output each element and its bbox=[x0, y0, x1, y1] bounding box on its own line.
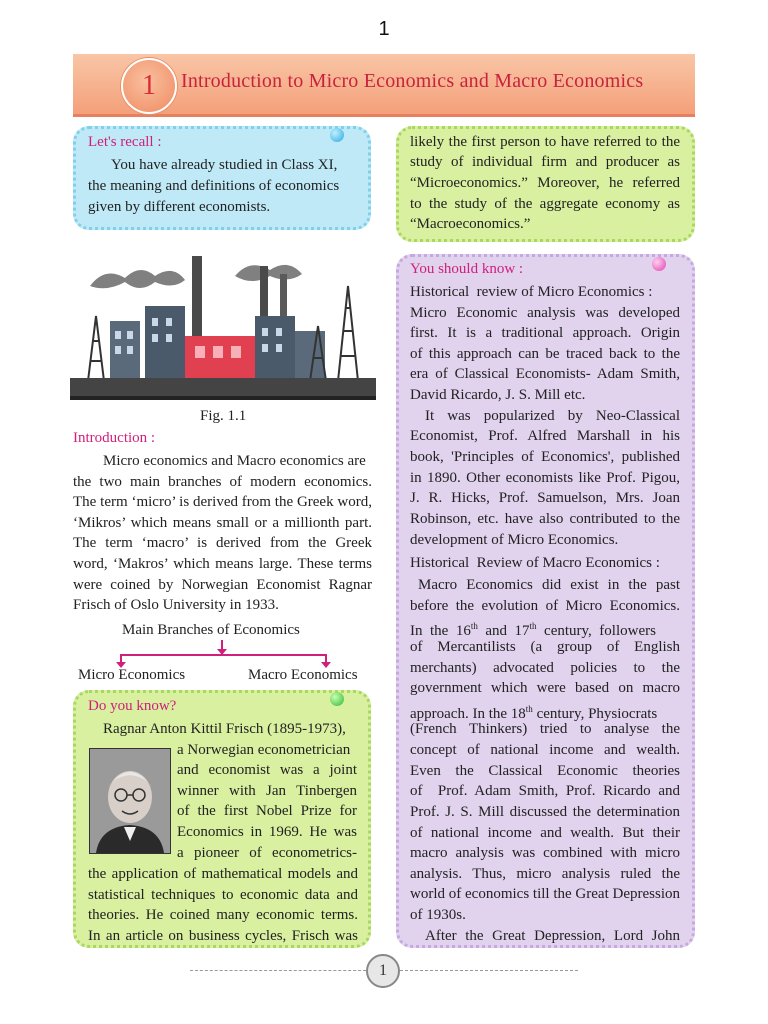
frisch-full-line-1: the application of mathematical models and bbox=[88, 866, 358, 882]
intro-line-1: Micro economics and Macro economics are bbox=[103, 453, 366, 469]
intro-line-8: Frisch of Oslo University in 1933. bbox=[73, 597, 279, 613]
micro-line-8: book, 'Principles of Economics', published bbox=[410, 449, 680, 465]
micro-line-4: era of Classical Economists- Adam Smith, bbox=[410, 366, 680, 382]
frisch-full-line-2: statistical techniques to economic data and bbox=[88, 887, 358, 903]
footer-line-right bbox=[400, 970, 578, 971]
intro-line-4: ‘Mikros’ which means small or a millionth part. bbox=[73, 515, 372, 531]
intro-line-5: The term ‘macro’ is derived from the Greek bbox=[73, 535, 372, 551]
top-page-number: 1 bbox=[378, 18, 390, 40]
micro-line-7: Economist, Prof. Alfred Marshall in his bbox=[410, 428, 680, 444]
macro-line-12: Prof. J. S. Mill discussed the determination bbox=[410, 804, 680, 820]
frisch-portrait bbox=[89, 748, 171, 854]
intro-line-7: were coined by Norwegian Economist Ragnar bbox=[73, 577, 372, 593]
branch-macro-label: Macro Economics bbox=[248, 667, 358, 683]
footer-line-left bbox=[190, 970, 366, 971]
micro-line-6: It was popularized by Neo-Classical bbox=[425, 408, 680, 424]
should-know-bullet-icon bbox=[652, 257, 666, 271]
frisch-side-line-3: winner with Jan Tinbergen bbox=[177, 783, 357, 799]
macro-line-7-b: century, Physiocrats bbox=[532, 706, 658, 722]
frisch-side-line-6: a pioneer of econometrics- bbox=[177, 845, 357, 861]
micro-line-1: Micro Economic analysis was developed bbox=[410, 305, 680, 321]
macro-line-4: of Mercantilists (a group of English bbox=[410, 639, 680, 655]
macro-line-3-c: century, followers bbox=[536, 623, 656, 639]
continued-line-1: likely the first person to have referred to the bbox=[410, 134, 680, 150]
continued-line-2: study of individual firm and producer as bbox=[410, 154, 680, 170]
micro-line-3: of this approach can be traced back to the bbox=[410, 346, 680, 362]
micro-line-5: David Ricardo, J. S. Mill etc. bbox=[410, 387, 586, 403]
branches-title: Main Branches of Economics bbox=[122, 622, 300, 638]
recall-line-2: the meaning and definitions of economics bbox=[88, 178, 340, 194]
frisch-side-line-1: a Norwegian econometrician bbox=[177, 742, 351, 758]
chapter-title: Introduction to Micro Economics and Macro Economics bbox=[181, 70, 644, 92]
macro-line-14: macro analysis was combined with micro bbox=[410, 845, 680, 861]
do-you-know-bullet-icon bbox=[330, 692, 344, 706]
micro-line-12: development of Micro Economics. bbox=[410, 532, 619, 548]
macro-line-5: merchants) advocated policies to the bbox=[410, 660, 680, 676]
frisch-full-line-3: theories. He coined many economic terms. bbox=[88, 907, 358, 923]
recall-bullet-icon bbox=[330, 128, 344, 142]
branch-horizontal-line bbox=[120, 654, 327, 656]
frisch-side-line-4: of the first Nobel Prize for bbox=[177, 803, 357, 819]
frisch-side-line-5: Economics in 1969. He was bbox=[177, 824, 357, 840]
micro-line-11: Robinson, etc. have also contributed to the bbox=[410, 511, 680, 527]
macro-line-2: before the evolution of Micro Economics. bbox=[410, 598, 680, 614]
superscript-17th: th bbox=[529, 621, 537, 631]
macro-line-17: of 1930s. bbox=[410, 907, 466, 923]
chapter-number-badge: 1 bbox=[121, 58, 177, 114]
bottom-page-number: 1 bbox=[366, 954, 400, 988]
continued-line-4: to the study of the aggregate economy as bbox=[410, 196, 680, 212]
branch-micro-label: Micro Economics bbox=[78, 667, 186, 683]
factory-illustration bbox=[70, 246, 376, 406]
introduction-heading: Introduction : bbox=[73, 430, 156, 446]
micro-line-9: in 1890. Other economists like Prof. Pigou, bbox=[410, 470, 680, 486]
intro-line-6: word, ‘Makros’ which means large. These terms bbox=[73, 556, 372, 572]
micro-line-10: J. R. Hicks, Prof. Samuelson, Mrs. Joan bbox=[410, 490, 680, 506]
continued-line-5: “Macroeconomics.” bbox=[410, 216, 531, 232]
macro-line-3-a: In the 16 bbox=[410, 623, 471, 639]
superscript-16th: th bbox=[470, 621, 478, 631]
intro-line-2: the two main branches of modern economics. bbox=[73, 474, 372, 490]
micro-line-2: first. It is a traditional approach. Origin bbox=[410, 325, 680, 341]
intro-line-3: The term ‘micro’ is derived from the Greek word, bbox=[73, 494, 372, 510]
macro-line-3-b: and 17 bbox=[477, 623, 530, 639]
macro-line-18: After the Great Depression, Lord John bbox=[425, 928, 680, 944]
macro-line-15: analysis. Thus, micro analysis ruled the bbox=[410, 866, 680, 882]
frisch-line-0: Ragnar Anton Kittil Frisch (1895-1973), bbox=[103, 721, 346, 737]
superscript-18th: th bbox=[525, 704, 533, 714]
macro-line-8: (French Thinkers) tried to analyse the bbox=[410, 721, 680, 737]
macro-line-13: of national income and wealth. But their bbox=[410, 825, 680, 841]
micro-review-heading: Historical review of Micro Economics : bbox=[410, 284, 653, 300]
macro-line-1: Macro Economics did exist in the past bbox=[418, 577, 680, 593]
macro-line-16: world of economics till the Great Depression bbox=[410, 886, 680, 902]
macro-line-7-a: approach. In the 18 bbox=[410, 706, 526, 722]
continued-line-3: “Microeconomics.” Moreover, he referred bbox=[410, 175, 680, 191]
macro-line-11: of Prof. Adam Smith, Prof. Ricardo and bbox=[410, 783, 680, 799]
figure-caption: Fig. 1.1 bbox=[200, 408, 247, 424]
recall-heading: Let's recall : bbox=[88, 134, 162, 150]
macro-line-9: concept of national income and wealth. bbox=[410, 742, 680, 758]
macro-line-6: government which were based on macro bbox=[410, 680, 680, 696]
recall-line-1: You have already studied in Class XI, bbox=[111, 157, 338, 173]
frisch-full-line-4: In an article on business cycles, Frisch was bbox=[88, 928, 358, 944]
do-you-know-heading: Do you know? bbox=[88, 698, 177, 714]
macro-line-10: Even the Classical Economic theories bbox=[410, 763, 680, 779]
recall-line-3: given by different economists. bbox=[88, 199, 271, 215]
should-know-heading: You should know : bbox=[410, 261, 524, 277]
frisch-side-line-2: and economist was a joint bbox=[177, 762, 357, 778]
macro-review-heading: Historical Review of Macro Economics : bbox=[410, 555, 660, 571]
